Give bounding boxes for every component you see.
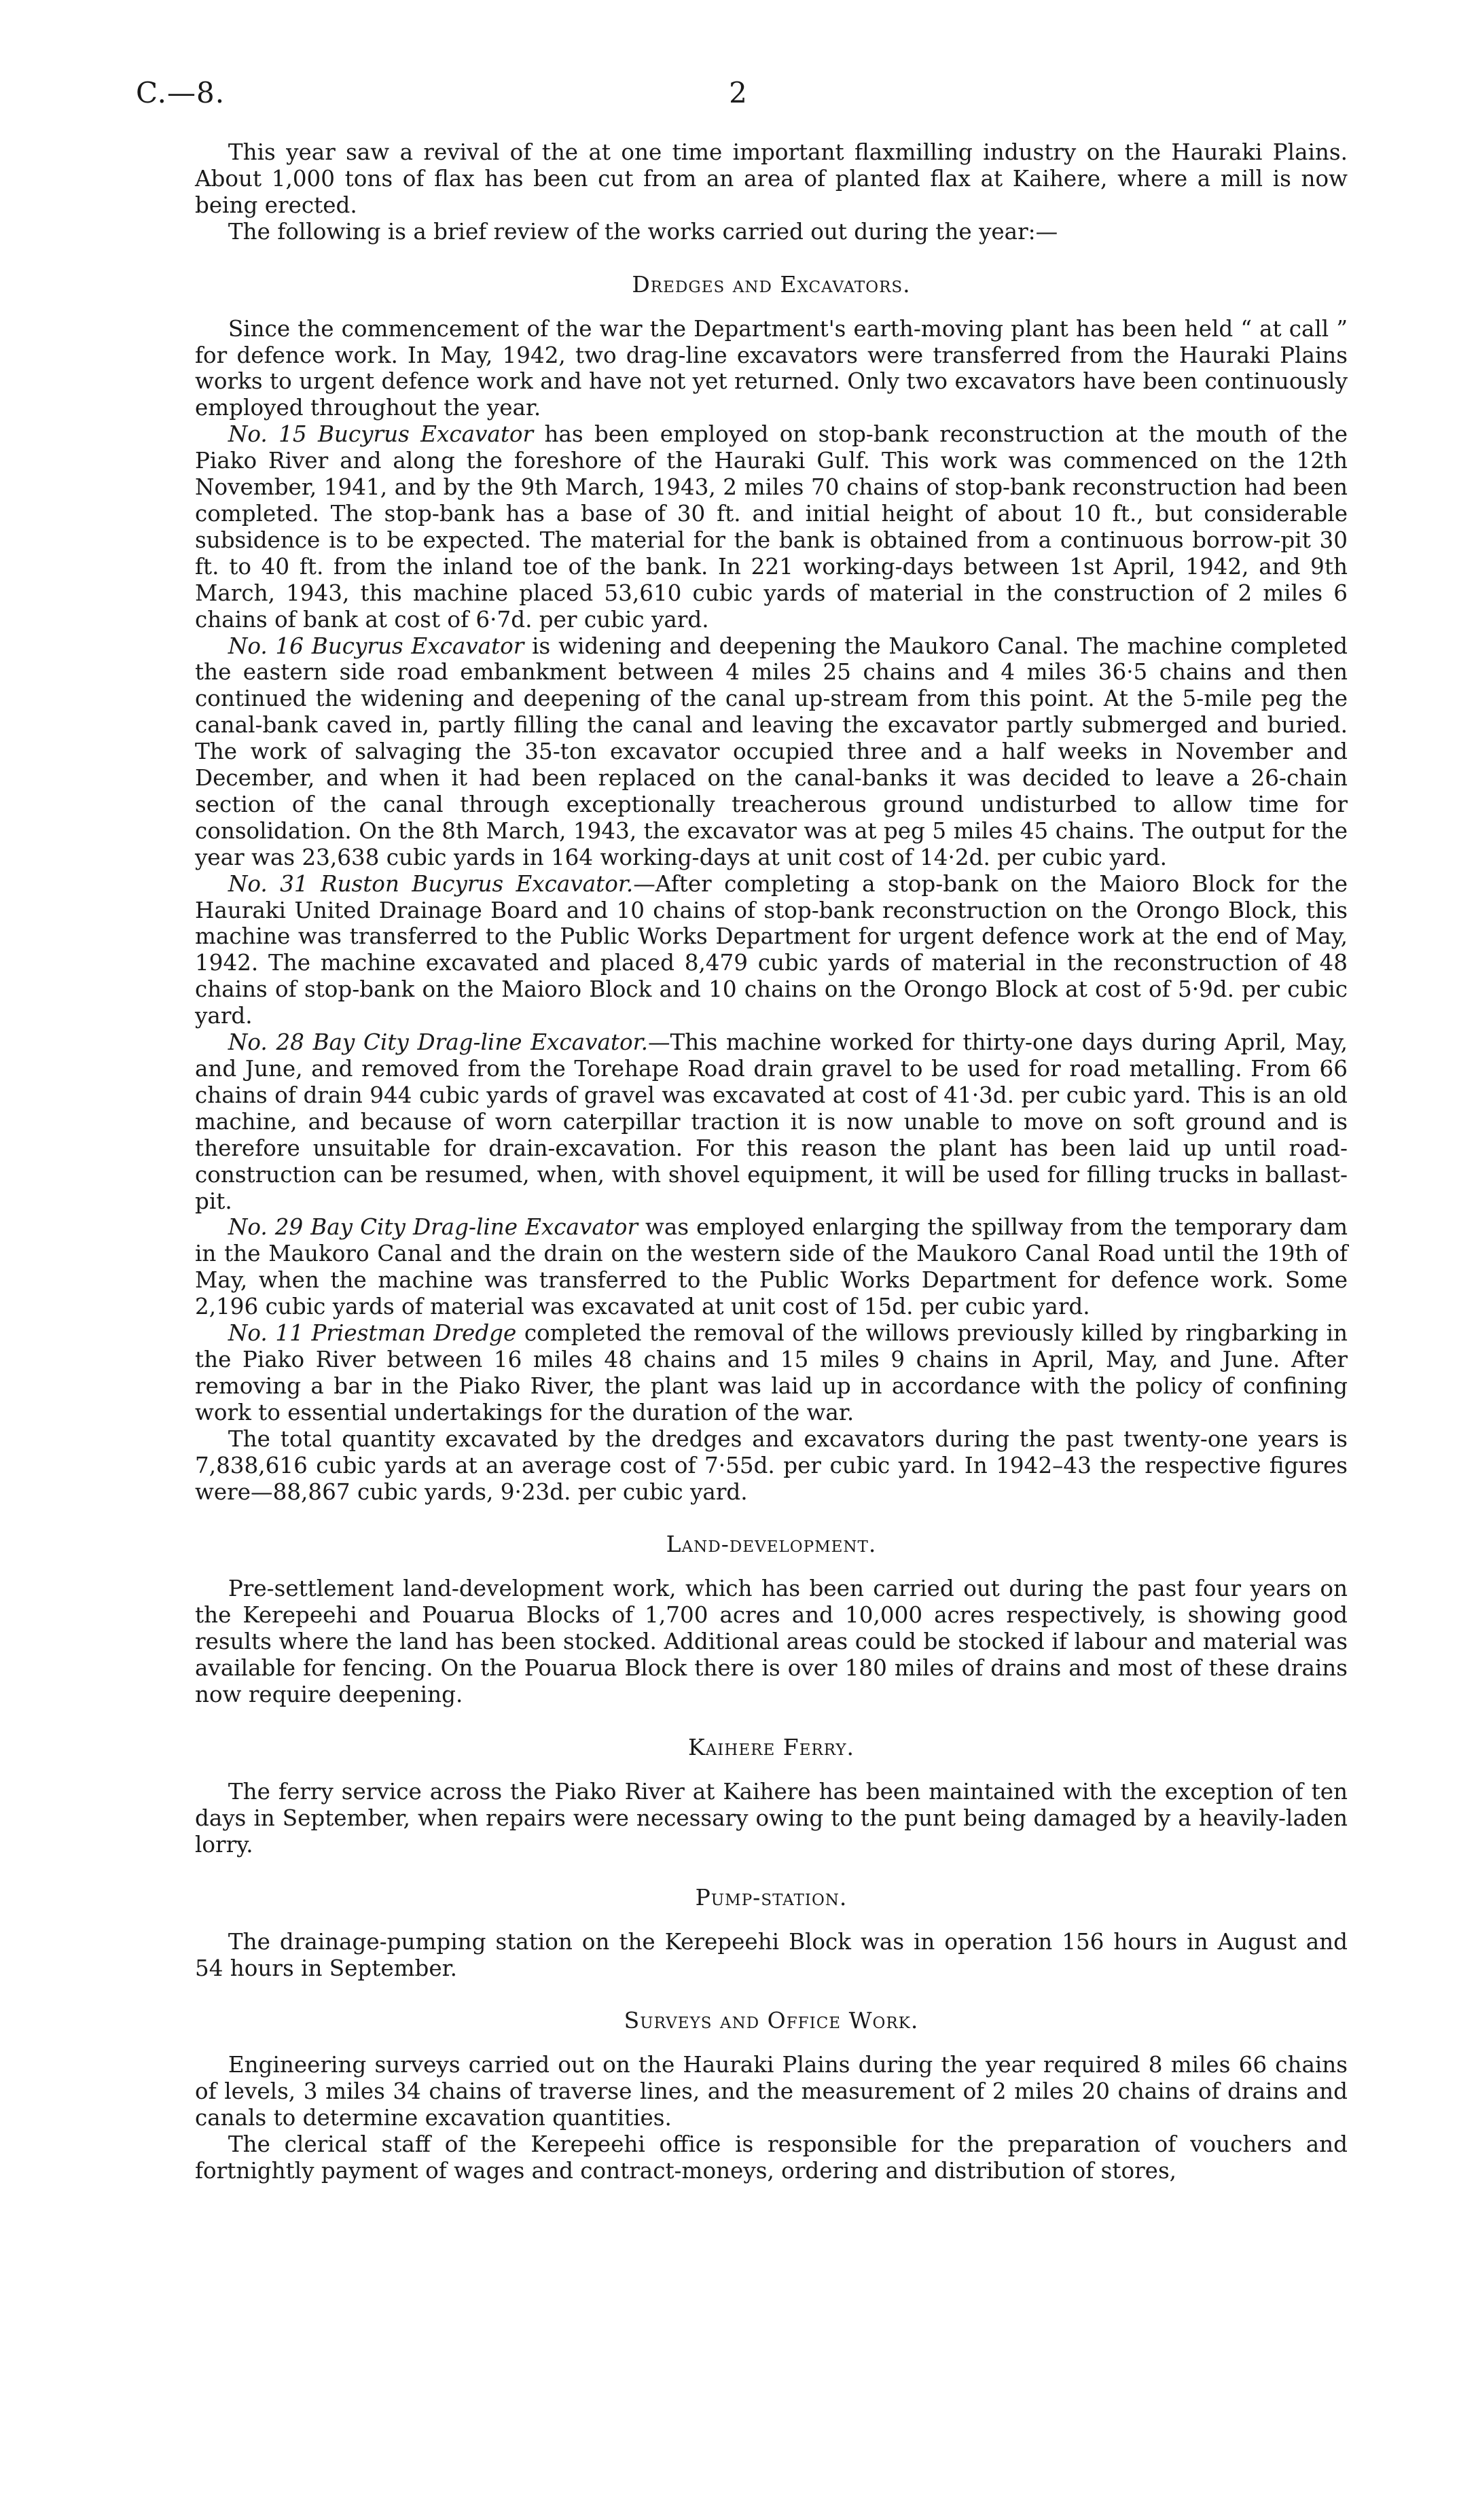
machine-name: No. 15 Bucyrus Excavator bbox=[228, 421, 534, 448]
machine-name: No. 11 Priestman Dredge bbox=[228, 1320, 517, 1347]
section-heading-ferry: Kaihere Ferry. bbox=[687, 1733, 855, 1760]
page-content bbox=[195, 139, 1348, 2184]
body-paragraph: No. 29 Bay City Drag-line Excavator was employed enlarging the spillway from the temporary dam in the Maukoro Canal and the drain on the western side of the Maukoro Canal Road until the 19th of May, when the machine was transferred to the Public Works Department for defence work. Some 2,196 cubic yards of material was excavated at unit cost of 15d. per cubic yard. bbox=[195, 1214, 1348, 1320]
body-paragraph: Pre-settlement land-development work, which has been carried out during the past four years on the Kerepeehi and Pouarua Blocks of 1,700 acres and 10,000 acres respectively, is showing good results where the land has been stocked. Additional areas could be stocked if labour and material was available for fencing. On the Pouarua Block there is over 180 miles of drains and most of these drains now require deepening. bbox=[195, 1576, 1348, 1708]
body-paragraph: No. 11 Priestman Dredge completed the removal of the willows previously killed by ringbarking in the Piako River between 16 miles 48 chains and 15 miles 9 chains in April, May, and June. After removing a bar in the Piako River, the plant was laid up in accordance with the policy of confining work to essential undertakings for the duration of the war. bbox=[195, 1320, 1348, 1425]
body-paragraph: The clerical staff of the Kerepeehi office is responsible for the preparation of vouchers and fortnightly payment of wages and contract-moneys, ordering and distribution of stores, bbox=[195, 2131, 1348, 2184]
section-heading-surveys: Surveys and Office Work. bbox=[624, 2007, 919, 2034]
intro-paragraph: The following is a brief review of the works carried out during the year:— bbox=[228, 218, 1058, 245]
body-paragraph: No. 15 Bucyrus Excavator has been employed on stop-bank reconstruction at the mouth of the Piako River and along the foreshore of the Hauraki Gulf. This work was commenced on the 12th November, 1941, and by the 9th March, 1943, 2 miles 70 chains of stop-bank reconstruction had been completed. The stop-bank has a base of 30 ft. and initial height of about 10 ft., but considerable subsidence is to be expected. The material for the bank is obtained from a continuous borrow-pit 30 ft. to 40 ft. from the inland toe of the bank. In 221 working-days between 1st April, 1942, and 9th March, 1943, this machine placed 53,610 cubic yards of material in the construction of 2 miles 6 chains of bank at cost of 6·7d. per cubic yard. bbox=[195, 421, 1348, 633]
body-paragraph: No. 16 Bucyrus Excavator is widening and deepening the Maukoro Canal. The machine completed the eastern side road embankment between 4 miles 25 chains and 4 miles 36·5 chains and then continued the widening and deepening of the canal up-stream from this point. At the 5-mile peg the canal-bank caved in, partly filling the canal and leaving the excavator partly submerged and buried. The work of salvaging the 35-ton excavator occupied three and a half weeks in November and December, and when it had been replaced on the canal-banks it was decided to leave a 26-chain section of the canal through exceptionally treacherous ground undisturbed to allow time for consolidation. On the 8th March, 1943, the excavator was at peg 5 miles 45 chains. The output for the year was 23,638 cubic yards in 164 working-days at unit cost of 14·2d. per cubic yard. bbox=[195, 633, 1348, 870]
body-paragraph: Since the commencement of the war the Department's earth-moving plant has been held “ at call ” for defence work. In May, 1942, two drag-line excavators were transferred from the Hauraki Plains works to urgent defence work and have not yet returned. Only two excavators have been continuously employed throughout the year. bbox=[195, 315, 1348, 421]
body-paragraph: No. 28 Bay City Drag-line Excavator.—This machine worked for thirty-one days during April, May, and June, and removed from the Torehape Road drain gravel to be used for road metalling. From 66 chains of drain 944 cubic yards of gravel was excavated at cost of 41·3d. per cubic yard. This is an old machine, and because of worn caterpillar traction it is now unable to move on soft ground and is therefore unsuitable for drain-excavation. For this reason the plant has been laid up until road-construction can be resumed, when, with shovel equipment, it will be used for filling trucks in ballast-pit. bbox=[195, 1029, 1348, 1214]
body-paragraph: Engineering surveys carried out on the Hauraki Plains during the year required 8 miles 66 chains of levels, 3 miles 34 chains of traverse lines, and the measurement of 2 miles 20 chains of drains and canals to determine excavation quantities. bbox=[195, 2052, 1348, 2131]
section-heading-land: Land-development. bbox=[666, 1531, 877, 1558]
document-reference: C.—8. bbox=[136, 76, 226, 109]
machine-name: No. 28 Bay City Drag-line Excavator. bbox=[228, 1029, 648, 1056]
machine-name: No. 16 Bucyrus Excavator bbox=[228, 633, 524, 659]
intro-paragraph: This year saw a revival of the at one time important flaxmilling industry on the Hauraki Plains. About 1,000 tons of flax has been cut from an area of planted flax at Kaihere, where a mill is now being erected. bbox=[195, 139, 1348, 218]
machine-name: No. 31 Ruston Bucyrus Excavator. bbox=[228, 870, 634, 897]
page-number: 2 bbox=[729, 76, 747, 109]
section-heading-pump: Pump-station. bbox=[695, 1883, 848, 1911]
body-paragraph: No. 31 Ruston Bucyrus Excavator.—After completing a stop-bank on the Maioro Block for the Hauraki United Drainage Board and 10 chains of stop-bank reconstruction on the Orongo Block, this machine was transferred to the Public Works Department for urgent defence work at the end of May, 1942. The machine excavated and placed 8,479 cubic yards of material in the reconstruction of 48 chains of stop-bank on the Maioro Block and 10 chains on the Orongo Block at cost of 5·9d. per cubic yard. bbox=[195, 870, 1348, 1029]
body-paragraph: The ferry service across the Piako River at Kaihere has been maintained with the exception of ten days in September, when repairs were necessary owing to the punt being damaged by a heavily-laden lorry. bbox=[195, 1778, 1348, 1858]
body-paragraph: The total quantity excavated by the dredges and excavators during the past twenty-one years is 7,838,616 cubic yards at an average cost of 7·55d. per cubic yard. In 1942–43 the respective figures were—88,867 cubic yards, 9·23d. per cubic yard. bbox=[195, 1425, 1348, 1505]
machine-name: No. 29 Bay City Drag-line Excavator bbox=[228, 1214, 638, 1241]
page-header bbox=[136, 76, 1340, 117]
section-heading-dredges: Dredges and Excavators. bbox=[632, 270, 911, 298]
body-paragraph: The drainage-pumping station on the Kerepeehi Block was in operation 156 hours in August and 54 hours in September. bbox=[195, 1928, 1348, 1981]
